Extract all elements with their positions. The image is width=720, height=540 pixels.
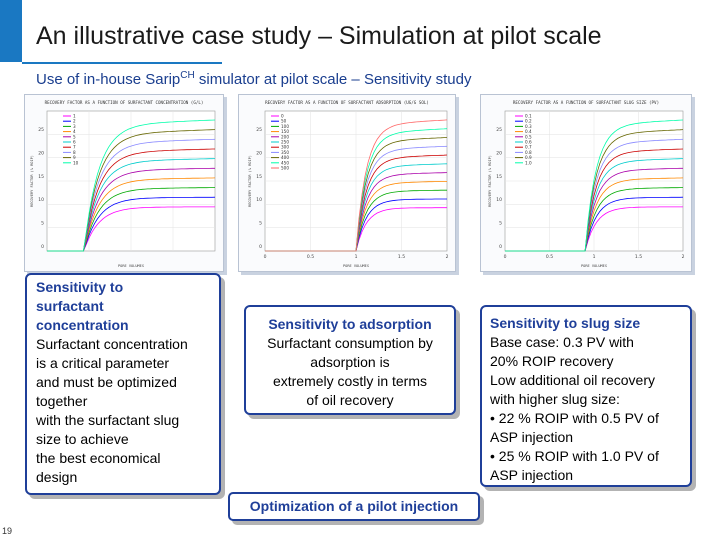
y-tick-label: 0	[259, 244, 262, 250]
x-tick-label: 2	[681, 255, 685, 260]
legend-label: 0.4	[525, 129, 532, 135]
legend-label: 0	[281, 113, 284, 119]
optimization-label-box: Optimization of a pilot injection	[228, 492, 480, 521]
legend-label: 0.3	[525, 123, 532, 129]
concentration-body: Surfactant concentration is a critical parameter and must be optimized together with the surfactant slug size to achieve the best economical design	[36, 336, 188, 485]
legend-label: 0.9	[525, 155, 532, 161]
y-axis-label: RECOVERY FACTOR (% ROIP)	[488, 155, 492, 207]
chart-title: RECOVERY FACTOR AS A FUNCTION OF SURFACTANT CONCENTRATION (G/L)	[44, 100, 204, 105]
legend-label: 0.5	[525, 134, 532, 140]
chart-title: RECOVERY FACTOR AS A FUNCTION OF SURFACTANT SLUG SIZE (PV)	[512, 100, 660, 105]
chart-adsorption	[238, 94, 456, 272]
y-tick-label: 0	[41, 244, 44, 250]
y-tick-label: 10	[38, 198, 44, 204]
x-axis-label: PORE VOLUMES	[118, 264, 144, 268]
chart-concentration-plot	[25, 95, 223, 271]
legend-label: 10	[73, 160, 79, 166]
x-axis-label: PORE VOLUMES	[343, 264, 369, 268]
legend-label: 300	[281, 144, 289, 150]
chart-slug-size	[480, 94, 692, 272]
slide-title: An illustrative case study – Simulation at pilot scale	[36, 22, 602, 50]
y-tick-label: 5	[41, 221, 44, 227]
subtitle-prefix: Use of in-house Sarip	[36, 71, 181, 88]
legend-label: 100	[281, 123, 289, 129]
x-tick-label: 2	[445, 255, 449, 260]
x-tick-label: 1	[354, 255, 358, 260]
legend-label: 150	[281, 129, 289, 135]
y-tick-label: 5	[259, 221, 262, 227]
legend-label: 0.2	[525, 118, 532, 124]
y-tick-label: 25	[38, 128, 44, 134]
y-tick-label: 20	[38, 151, 44, 157]
concentration-text-box	[25, 273, 221, 495]
subtitle-suffix: simulator at pilot scale – Sensitivity study	[194, 71, 472, 88]
legend-label: 9	[73, 155, 76, 161]
y-tick-label: 0	[499, 244, 502, 250]
slide-subtitle	[36, 70, 472, 88]
concentration-heading: Sensitivity to surfactant concentration	[36, 279, 129, 333]
y-tick-label: 10	[256, 198, 262, 204]
chart-concentration	[24, 94, 224, 272]
x-tick-label: 1.5	[397, 255, 406, 260]
x-tick-label: 0	[503, 255, 507, 260]
slug-size-body: Base case: 0.3 PV with 20% ROIP recovery Low additional oil recovery with higher slug size: • 22 % ROIP with 0.5 PV of ASP injection • 25 % ROIP with 1.0 PV of ASP injection	[490, 334, 659, 483]
legend-label: 4	[73, 129, 76, 135]
y-tick-label: 5	[499, 221, 502, 227]
y-tick-label: 20	[496, 151, 502, 157]
y-tick-label: 20	[256, 151, 262, 157]
legend-label: 450	[281, 160, 289, 166]
subtitle-superscript: CH	[180, 70, 195, 81]
y-axis-label: RECOVERY FACTOR (% ROIP)	[248, 155, 252, 207]
x-axis-label: PORE VOLUMES	[581, 264, 607, 268]
adsorption-text-box	[244, 305, 456, 415]
adsorption-heading: Sensitivity to adsorption	[268, 316, 432, 332]
y-tick-label: 25	[496, 128, 502, 134]
legend-label: 6	[73, 139, 76, 145]
legend-label: 5	[73, 134, 76, 140]
legend-label: 1	[73, 113, 76, 119]
adsorption-body: Surfactant consumption by adsorption is extremely costly in terms of oil recovery	[267, 335, 433, 408]
legend-label: 3	[73, 123, 76, 129]
title-underline	[22, 62, 222, 64]
legend-label: 200	[281, 134, 289, 140]
slug-size-text-box	[480, 305, 692, 487]
x-tick-label: 1	[592, 255, 596, 260]
chart-title: RECOVERY FACTOR AS A FUNCTION OF SURFACTANT ADSORPTION (UG/G SOL)	[265, 100, 429, 105]
legend-label: 500	[281, 165, 289, 171]
legend-label: 250	[281, 139, 289, 145]
x-tick-label: 1.5	[634, 255, 643, 260]
legend-label: 7	[73, 144, 76, 150]
chart-slug-size-plot	[481, 95, 691, 271]
legend-label: 2	[73, 118, 76, 124]
legend-label: 0.7	[525, 144, 532, 150]
legend-label: 350	[281, 149, 289, 155]
x-tick-label: 0	[263, 255, 267, 260]
legend-label: 1.0	[525, 160, 532, 166]
legend-label: 0.8	[525, 149, 532, 155]
legend-label: 400	[281, 155, 289, 161]
slug-size-heading: Sensitivity to slug size	[490, 315, 641, 331]
y-tick-label: 15	[496, 174, 502, 180]
page-number: 19	[2, 526, 13, 536]
x-tick-label: 0.5	[306, 255, 315, 260]
y-tick-label: 15	[38, 174, 44, 180]
y-tick-label: 15	[256, 174, 262, 180]
legend-label: 50	[281, 118, 287, 124]
accent-bar	[0, 0, 22, 62]
legend-label: 8	[73, 149, 76, 155]
y-axis-label: RECOVERY FACTOR (% ROIP)	[30, 155, 34, 207]
chart-adsorption-plot	[239, 95, 455, 271]
x-tick-label: 0.5	[545, 255, 554, 260]
legend-label: 0.1	[525, 113, 532, 119]
y-tick-label: 25	[256, 128, 262, 134]
legend-label: 0.6	[525, 139, 532, 145]
y-tick-label: 10	[496, 198, 502, 204]
